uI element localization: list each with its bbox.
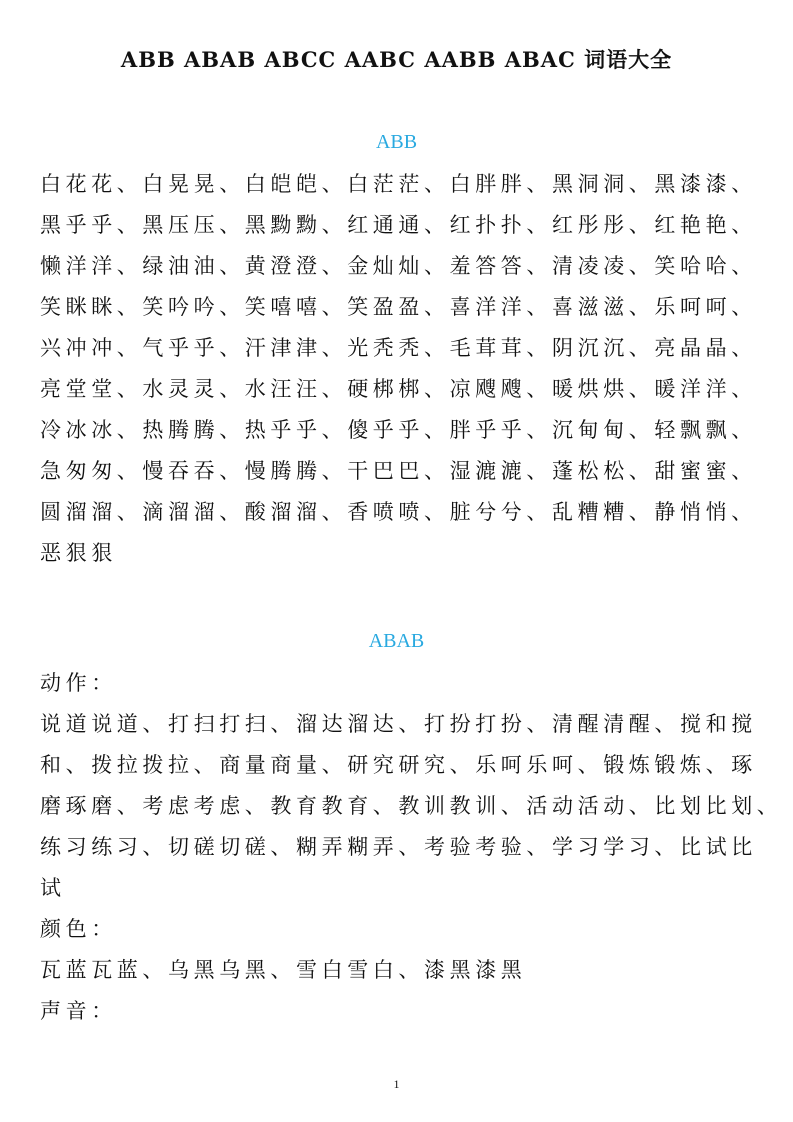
- text-line: 和、拨拉拨拉、商量商量、研究研究、乐呵乐呵、锻炼锻炼、琢: [40, 753, 757, 777]
- text-line: 恶狠狠: [40, 541, 117, 565]
- text-line: 懒洋洋、绿油油、黄澄澄、金灿灿、羞答答、清凌凌、笑哈哈、: [40, 254, 757, 278]
- text-line: 瓦蓝瓦蓝、乌黑乌黑、雪白雪白、漆黑漆黑: [40, 958, 527, 982]
- abab-word-list: [40, 663, 783, 1032]
- text-line: 试: [40, 876, 66, 900]
- section-heading-abab: ABAB: [368, 630, 425, 652]
- text-line: 声音：: [40, 999, 117, 1023]
- text-line: 颜色：: [40, 917, 117, 941]
- text-line: 急匆匆、慢吞吞、慢腾腾、干巴巴、湿漉漉、蓬松松、甜蜜蜜、: [40, 459, 757, 483]
- section-heading-abb: ABB: [375, 131, 418, 153]
- text-line: 说道说道、打扫打扫、溜达溜达、打扮打扮、清醒清醒、搅和搅: [40, 712, 757, 736]
- text-line: 笑眯眯、笑吟吟、笑嘻嘻、笑盈盈、喜洋洋、喜滋滋、乐呵呵、: [40, 295, 757, 319]
- text-line: 动作：: [40, 671, 117, 695]
- text-line: 黑乎乎、黑压压、黑黝黝、红通通、红扑扑、红彤彤、红艳艳、: [40, 213, 757, 237]
- document-title: ABB ABAB ABCC AABC AABB ABAC 词语大全: [120, 47, 673, 72]
- text-line: 冷冰冰、热腾腾、热乎乎、傻乎乎、胖乎乎、沉甸甸、轻飘飘、: [40, 418, 757, 442]
- abb-word-list: [40, 164, 780, 574]
- text-line: 圆溜溜、滴溜溜、酸溜溜、香喷喷、脏兮兮、乱糟糟、静悄悄、: [40, 500, 757, 524]
- page-number: 1: [393, 1077, 400, 1091]
- text-line: 兴冲冲、气乎乎、汗津津、光秃秃、毛茸茸、阴沉沉、亮晶晶、: [40, 336, 757, 360]
- text-line: 白花花、白晃晃、白皑皑、白茫茫、白胖胖、黑洞洞、黑漆漆、: [40, 172, 757, 196]
- text-line: 磨琢磨、考虑考虑、教育教育、教训教训、活动活动、比划比划、: [40, 794, 783, 818]
- text-line: 练习练习、切磋切磋、糊弄糊弄、考验考验、学习学习、比试比: [40, 835, 757, 859]
- text-line: 亮堂堂、水灵灵、水汪汪、硬梆梆、凉飕飕、暖烘烘、暖洋洋、: [40, 377, 757, 401]
